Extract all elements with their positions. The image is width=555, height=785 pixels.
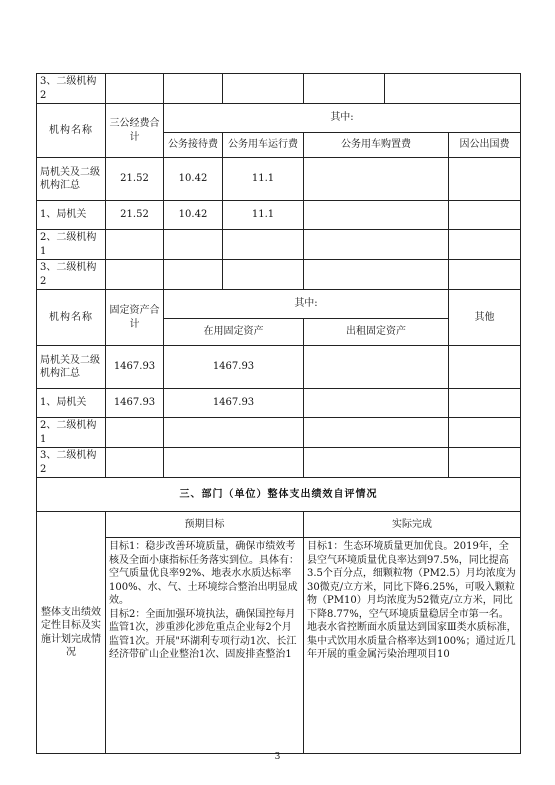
sangong-header-among: 其中: xyxy=(164,104,521,133)
cell-other xyxy=(449,448,521,478)
sangong-sub-reception: 公务接待费 xyxy=(164,133,223,158)
cell-abroad xyxy=(449,230,521,260)
section-title: 三、部门（单位）整体支出绩效自评情况 xyxy=(37,478,521,512)
assets-sub-rented: 出租固定资产 xyxy=(304,319,449,346)
sangong-header-org: 机构名称 xyxy=(37,104,106,158)
sangong-header-total: 三公经费合计 xyxy=(106,104,164,158)
cell-other xyxy=(449,346,521,389)
cell-abroad xyxy=(449,201,521,230)
section3-row-label: 整体支出绩效定性目标及实施计划完成情况 xyxy=(37,512,106,754)
row-label: 局机关及二级机构汇总 xyxy=(37,158,106,201)
expected-goal-1: 目标1：稳步改善环境质量，确保市绩效考核及全面小康指标任务落实到位。具体有：空气质量优良率92%、地表水水质达标率100%、水、气、土环境综合整治出明显成效。 xyxy=(109,541,299,606)
assets-header-other: 其他 xyxy=(449,290,521,346)
row-label: 1、局机关 xyxy=(37,389,106,418)
cell-abroad xyxy=(449,260,521,290)
assets-sub-in-use: 在用固定资产 xyxy=(164,319,304,346)
cell-other xyxy=(449,389,521,418)
actual-results-cell xyxy=(304,538,521,754)
cell-total: 21.52 xyxy=(106,201,164,230)
section3-body-row xyxy=(37,538,521,754)
cell-reception: 10.42 xyxy=(164,201,223,230)
section3-col-actual: 实际完成 xyxy=(304,512,521,538)
cell-total: 1467.93 xyxy=(106,389,164,418)
row-label: 局机关及二级机构汇总 xyxy=(37,346,106,389)
cell-in-use xyxy=(164,448,304,478)
cell-rented xyxy=(304,418,449,448)
cell-total xyxy=(106,448,164,478)
cell-car-buy xyxy=(304,201,449,230)
cell-rented xyxy=(304,389,449,418)
cell-car-run: 11.1 xyxy=(223,158,304,201)
table-row xyxy=(37,158,521,201)
table-row xyxy=(37,389,521,418)
top-row-level2 xyxy=(37,74,521,104)
cell-total: 21.52 xyxy=(106,158,164,201)
cell-total xyxy=(106,418,164,448)
section3-title-row xyxy=(37,478,521,512)
row-label: 2、二级机构 1 xyxy=(37,418,106,448)
cell-car-run xyxy=(223,230,304,260)
row-label: 3、二级机构 2 xyxy=(37,74,106,104)
sangong-sub-car-run: 公务用车运行费 xyxy=(223,133,304,158)
row-label: 1、局机关 xyxy=(37,201,106,230)
sangong-sub-abroad: 因公出国费 xyxy=(449,133,521,158)
cell-in-use: 1467.93 xyxy=(164,389,304,418)
assets-header-among: 其中: xyxy=(164,290,449,319)
table-row xyxy=(37,230,521,260)
cell-total xyxy=(106,230,164,260)
cell-reception xyxy=(164,230,223,260)
cell-in-use xyxy=(164,418,304,448)
expected-goals-cell xyxy=(106,538,304,754)
assets-header-org: 机构名称 xyxy=(37,290,106,346)
cell-other xyxy=(449,418,521,448)
assets-header-row xyxy=(37,290,521,319)
table-row xyxy=(37,260,521,290)
section3-header-row xyxy=(37,512,521,538)
expected-goal-2: 目标2：全面加强环境执法，确保国控每月监管1次，涉重涉化涉危重点企业每2个月监管1次。开展"环湖利专项行动1次、长江经济带矿山企业整治1次、固废排查整治1 xyxy=(109,608,297,660)
cell-abroad xyxy=(449,158,521,201)
table-row xyxy=(37,418,521,448)
row-label: 3、二级机构 2 xyxy=(37,260,106,290)
cell-car-buy xyxy=(304,158,449,201)
sangong-header-row xyxy=(37,104,521,133)
table-row xyxy=(37,448,521,478)
row-label: 2、二级机构 1 xyxy=(37,230,106,260)
cell-total xyxy=(106,260,164,290)
report-table xyxy=(36,73,521,754)
row-label: 3、二级机构 2 xyxy=(37,448,106,478)
assets-header-total: 固定资产合计 xyxy=(106,290,164,346)
cell-total: 1467.93 xyxy=(106,346,164,389)
cell-rented xyxy=(304,448,449,478)
cell-car-run: 11.1 xyxy=(223,201,304,230)
sangong-sub-car-buy: 公务用车购置费 xyxy=(304,133,449,158)
cell-car-run xyxy=(223,260,304,290)
section3-col-expected: 预期目标 xyxy=(106,512,304,538)
actual-result-1: 目标1：生态环境质量更加优良。2019年，全县空气环境质量优良率达到97.5%，同比提高3.5个百分点，细颗粒物（PM2.5）月均浓度为30微克/立方米，同比下降6.25%，可吸入颗粒物（PM10）月均浓度为52微克/立方米，同比下降8.77%，空气环境质量稳居全市第一名。地表水省控断面水质量达到国家Ⅲ类水质标准，集中式饮用水质量合格率达到100%；通过近几年开展的重金属污染治理项目10 xyxy=(307,541,517,660)
cell-car-buy xyxy=(304,260,449,290)
cell-reception xyxy=(164,260,223,290)
page-number: 3 xyxy=(274,752,281,762)
cell-rented xyxy=(304,346,449,389)
cell-car-buy xyxy=(304,230,449,260)
cell-in-use: 1467.93 xyxy=(164,346,304,389)
cell-reception: 10.42 xyxy=(164,158,223,201)
table-row xyxy=(37,346,521,389)
table-row xyxy=(37,201,521,230)
